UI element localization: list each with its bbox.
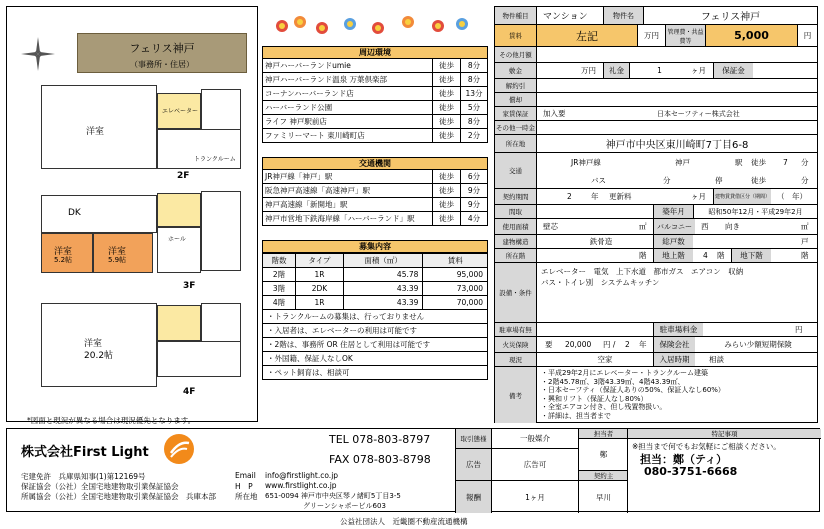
flower-decoration: [272, 14, 472, 44]
units-cell: 43.39: [343, 282, 423, 296]
surroundings-row: [262, 73, 488, 87]
key-money-value: 1: [629, 63, 689, 78]
special-line-3: 080-3751-6668: [644, 465, 738, 478]
footer: [6, 428, 820, 512]
surroundings-min: 2分: [467, 131, 481, 140]
units-cell: 43.39: [343, 296, 423, 310]
above-ground-label: 地上階: [653, 249, 693, 262]
walk-min-unit: 分: [801, 157, 809, 167]
fire-insurance-years: 2: [625, 340, 630, 349]
below-ground-unit: 階: [801, 251, 809, 260]
address-value: 神戸市中央区東川崎町7丁目6-8: [605, 140, 749, 151]
rent-unit: 万円: [637, 25, 665, 46]
transport-walk: 徒歩: [433, 198, 461, 211]
term-unit: 年: [591, 192, 599, 201]
other-once-label: その他一時金: [495, 121, 537, 134]
move-in-value: 相談: [709, 355, 724, 364]
deal-value: 一般媒介: [492, 429, 578, 449]
details-row-other-once: [495, 121, 817, 135]
contract-label: 契約主: [578, 471, 628, 481]
details-row-cancel: [495, 79, 817, 93]
term-value: 2: [567, 192, 572, 201]
units-heading: 募集内容: [262, 240, 488, 253]
units-header-cell: タイプ: [296, 254, 344, 268]
surroundings-walk: 徒歩: [433, 129, 461, 142]
remark-line: ・興和リフト（保証人なし80%）: [541, 394, 648, 403]
details-row-structure: [495, 235, 817, 249]
room-3f-hall: [157, 227, 201, 273]
email-value: info@firstlight.co.jp: [265, 471, 339, 480]
license-line-1: 宅建免許 兵庫県知事(1)第12169号: [21, 472, 146, 481]
mgmt-value: 5,000: [705, 25, 797, 46]
room-3f-stair: [201, 191, 241, 271]
flower-icon: [456, 18, 468, 30]
staff-label: 担当者: [578, 429, 628, 439]
transport-name: 神戸高速線「新開地」駅: [263, 198, 433, 211]
building-value-footer: グリーンシャポービル603: [303, 502, 386, 510]
license-line-3: 所属協会（公社）全国宅地建物取引業保証協会 兵庫本部: [21, 492, 216, 501]
fire-company-value: みらい少額短期保険: [724, 340, 792, 349]
units-note: ・トランクルームの募集は、行っておりません: [262, 310, 488, 324]
above-ground-unit: 階: [717, 251, 725, 260]
parking-fee-label: 駐車場料金: [653, 323, 703, 336]
surroundings-walk: 徒歩: [433, 59, 461, 72]
floor-label-2f: 2F: [177, 171, 190, 181]
transport-walk: 徒歩: [433, 184, 461, 197]
stop-min-unit: 分: [801, 175, 809, 185]
balcony-label: バルコニー: [653, 219, 695, 234]
details-row-rent: [495, 25, 817, 47]
floor-label: 所在階: [495, 249, 537, 262]
room-3f-western-b: [93, 233, 153, 273]
mgmt-label: 管理費・共益費等: [665, 25, 705, 46]
walk-label: 徒歩: [751, 157, 766, 167]
stop-walk-label: 徒歩: [751, 175, 766, 185]
status-label: 現況: [495, 353, 537, 366]
units-cell: 95,000: [423, 268, 488, 282]
surroundings-heading: 周辺環境: [262, 46, 488, 59]
rent-value: 左記: [537, 25, 637, 46]
renew-admin-value: （ 年）: [777, 192, 807, 201]
remarks-label: 備考: [495, 367, 537, 423]
flower-icon: [402, 16, 414, 28]
deal-label: 取引態様: [456, 429, 492, 449]
property-name: フェリス神戸: [129, 42, 195, 55]
surroundings-name: ハーバーランド公園: [263, 101, 433, 114]
type-label: 物件種目: [495, 7, 537, 24]
flower-icon: [316, 22, 328, 34]
details-row-remarks: [495, 367, 817, 423]
floor-label-3f: 3F: [183, 281, 196, 291]
units-row: [263, 268, 488, 282]
transport-min: 4分: [467, 214, 481, 223]
facilities-label: 設備・条件: [495, 263, 537, 322]
guarantee-label: 保証金: [713, 63, 753, 78]
transport-row: [262, 198, 488, 212]
fire-company-label: 保険会社: [653, 337, 695, 352]
hp-value: www.firstlight.co.jp: [265, 481, 337, 490]
remark-line: ・詳細は、担当者まで: [541, 411, 611, 420]
surroundings-walk: 徒歩: [433, 73, 461, 86]
mgmt-unit: 円: [797, 25, 817, 46]
remark-line: ・日本セーフティ（保証人ありの50%、保証人なし60%）: [541, 386, 725, 394]
area-unit: ㎡: [639, 222, 647, 231]
fax-number: FAX 078-803-8798: [329, 453, 431, 466]
traffic-label: 交通: [495, 153, 537, 188]
surroundings-min: 13分: [465, 89, 483, 98]
hp-label: H P: [235, 482, 253, 491]
above-ground-value: 4: [703, 251, 708, 260]
bus-label: バス: [591, 175, 606, 185]
room-2f-elevator-label: エレベーター: [162, 108, 199, 115]
flower-icon: [276, 20, 288, 32]
station-suffix: 駅: [735, 157, 743, 167]
units-row: [263, 296, 488, 310]
units-cell: 2階: [263, 268, 296, 282]
flower-icon: [372, 22, 384, 34]
area-label: 使用面積: [495, 219, 537, 234]
special-line-2: 担当：鄭（ティ）: [640, 453, 728, 466]
layout-label: 間取: [495, 205, 537, 218]
fire-insurance-year-unit: 年: [639, 340, 647, 349]
surroundings-list: [262, 59, 488, 143]
room-2f-trunk-label: トランクルーム: [194, 156, 236, 163]
details-row-type: [495, 7, 817, 25]
special-line-1: ※担当まで何でもお気軽にご相談ください。: [632, 442, 781, 451]
details-row-traffic: [495, 153, 817, 189]
ad-label: 広告: [456, 449, 492, 481]
room-3f-elevator: [157, 193, 201, 227]
units-cell: 2DK: [296, 282, 344, 296]
compass-icon: [21, 37, 55, 71]
surroundings-min: 8分: [467, 61, 481, 70]
parking-fee-unit: 円: [795, 325, 803, 334]
renew-label: 償却: [495, 93, 537, 106]
units-header-cell: 面積（㎡）: [343, 254, 423, 268]
rent-label: 賃料: [495, 25, 537, 46]
units-cell: 45.78: [343, 268, 423, 282]
move-in-label: 入居時期: [653, 353, 695, 366]
license-line-2: 保証協会（公社）全国宅地建物取引業保証協会: [21, 482, 179, 491]
room-2f-western-label: 洋室: [86, 127, 105, 137]
transport-list: [262, 170, 488, 226]
deposit-unit: 万円: [581, 66, 596, 75]
details-row-insurance: [495, 107, 817, 121]
station-value: 神戸: [675, 157, 690, 167]
room-3f-hall-label: ホール: [168, 236, 186, 243]
structure-label: 建物構造: [495, 235, 537, 248]
insurance-company: 日本セーフティー株式会社: [657, 109, 740, 118]
surroundings-row: [262, 129, 488, 143]
floor-unit: 階: [639, 251, 647, 260]
special-notes: [627, 429, 820, 513]
surroundings-min: 8分: [467, 117, 481, 126]
staff-value: 鄭: [578, 439, 628, 471]
room-4f-western: [41, 303, 157, 387]
transport-min: 6分: [467, 172, 481, 181]
parking-label: 駐車場有無: [495, 323, 537, 336]
name-value: フェリス神戸: [643, 7, 817, 24]
surroundings-name: 神戸ハーバーランド温泉 万葉倶楽部: [263, 73, 433, 86]
transport-row: [262, 184, 488, 198]
room-3f-western-a: [41, 233, 93, 273]
units-header-cell: 賃料: [423, 254, 488, 268]
middle-column: [262, 46, 488, 380]
room-3f-dk: [41, 195, 157, 233]
insurance-join: 加入要: [543, 109, 566, 118]
line-value: JR神戸線: [571, 157, 601, 167]
surroundings-row: [262, 59, 488, 73]
company-name: 株式会社First Light: [21, 445, 149, 460]
transport-walk: 徒歩: [433, 212, 461, 225]
details-row-facilities: [495, 263, 817, 323]
surroundings-name: コーナンハーバーランド店: [263, 87, 433, 100]
flower-icon: [344, 18, 356, 30]
renew-fee-label: 更新料: [609, 192, 632, 201]
built-label: 築年月: [653, 205, 693, 218]
total-units-unit: 戸: [801, 237, 809, 246]
name-label: 物件名: [603, 7, 643, 24]
surroundings-row: [262, 101, 488, 115]
units-cell: 1R: [296, 268, 344, 282]
balcony-unit: ㎡: [801, 222, 809, 231]
special-label: 特記事項: [628, 429, 821, 439]
transport-name: 神戸市営地下鉄海岸線「ハーバーランド」駅: [263, 212, 433, 225]
deal-grid: [455, 429, 627, 513]
built-value: 昭和50年12月・平成29年2月: [693, 205, 817, 218]
details-row-floors: [495, 249, 817, 263]
details-row-address: [495, 135, 817, 153]
transport-row: [262, 170, 488, 184]
details-row-deposit: [495, 63, 817, 79]
property-subtitle: （事務所・住居）: [130, 60, 194, 69]
units-header-cell: 階数: [263, 254, 296, 268]
term-label: 契約期間: [495, 189, 537, 204]
units-table-header: [263, 254, 488, 268]
deposit-label: 敷金: [495, 63, 537, 78]
address-label-footer: 所在地: [235, 492, 258, 501]
status-value: 空家: [597, 355, 613, 364]
area-value: 壁芯: [543, 222, 558, 231]
surroundings-walk: 徒歩: [433, 101, 461, 114]
surroundings-row: [262, 115, 488, 129]
other-monthly-label: その他月額: [495, 47, 537, 62]
room-2f-western: [41, 85, 157, 169]
surroundings-name: ファミリーマート 東川崎町店: [263, 129, 433, 142]
stop-label: 停: [715, 175, 723, 185]
details-row-parking: [495, 323, 817, 337]
company-logo-icon: [163, 433, 195, 465]
units-note: ・2階は、事務所 OR 住居として利用は可能です: [262, 338, 488, 352]
association-note: 公益社団法人 近畿圏不動産流通機構: [340, 517, 468, 526]
fire-insurance-unit: 円 /: [603, 340, 616, 349]
property-title-board: [77, 33, 247, 73]
units-note: ・ペット飼育は、相談可: [262, 366, 488, 380]
surroundings-min: 8分: [467, 75, 481, 84]
transport-walk: 徒歩: [433, 170, 461, 183]
details-row-renew: [495, 93, 817, 107]
address-value-footer: 651-0094 神戸市中央区琴ノ緒町5丁目3-5: [265, 492, 401, 500]
type-value: マンション: [543, 12, 588, 22]
fire-insurance-amount: 20,000: [565, 340, 592, 349]
room-2f-hall: [157, 129, 241, 169]
email-label: Email: [235, 471, 256, 480]
room-3f-western-a-size: 5.2帖: [54, 256, 73, 264]
contract-value: 早川: [578, 481, 628, 513]
ad-value: 広告可: [492, 449, 578, 481]
fire-insurance-label: 火災保険: [495, 337, 537, 352]
details-row-layout: [495, 205, 817, 219]
room-4f-elevator: [157, 305, 201, 341]
walk-min: 7: [783, 157, 788, 167]
fee-value: 1ヶ月: [525, 492, 545, 502]
units-row: [263, 282, 488, 296]
flower-icon: [432, 20, 444, 32]
fire-insurance-value: 要: [545, 340, 553, 349]
insurance-label: 家賃保証: [495, 107, 537, 120]
address-label: 所在地: [495, 135, 537, 152]
transport-name: JR神戸線「神戸」駅: [263, 170, 433, 183]
room-3f-western-a-label: 洋室: [54, 247, 73, 257]
remark-line: ・2階45.78㎡、3階43.39㎡、4階43.39㎡、: [541, 377, 685, 386]
transport-name: 阪急神戸高速線「高速神戸」駅: [263, 184, 433, 197]
transport-row: [262, 212, 488, 226]
units-notes: [262, 310, 488, 380]
details-row-area: [495, 219, 817, 235]
remark-line: ・平成29年2月にエレベーター・トランクルーム建築: [541, 369, 709, 377]
details-row-fire: [495, 337, 817, 353]
property-details: [494, 6, 818, 423]
room-4f-western-label: 洋室: [84, 339, 103, 349]
room-3f-western-b-label: 洋室: [108, 247, 127, 257]
renew-fee-unit: ヶ月: [691, 192, 706, 201]
units-cell: 4階: [263, 296, 296, 310]
units-cell: 3階: [263, 282, 296, 296]
transport-min: 9分: [467, 186, 481, 195]
transport-min: 9分: [467, 200, 481, 209]
transport-heading: 交通機関: [262, 157, 488, 170]
facilities-value: エレベーター 電気 上下水道 都市ガス エアコン 収納 バス・トイレ別 システムキッチン: [541, 267, 744, 287]
room-3f-western-b-size: 5.9帖: [108, 256, 127, 264]
surroundings-row: [262, 87, 488, 101]
details-row-status: [495, 353, 817, 367]
details-row-term: [495, 189, 817, 205]
total-units-label: 総戸数: [653, 235, 693, 248]
floorplan-note: *図面と現況が異なる場合は現況優先となります。: [27, 416, 196, 425]
room-4f-western-size: 20.2帖: [84, 351, 114, 361]
tel-number: TEL 078-803-8797: [329, 433, 431, 446]
details-row-other: [495, 47, 817, 63]
key-money-label: 礼金: [603, 63, 629, 78]
surroundings-walk: 徒歩: [433, 115, 461, 128]
units-table: [262, 253, 488, 310]
room-2f-elevator: [157, 93, 201, 129]
room-3f-dk-label: DK: [68, 208, 81, 218]
room-4f-hall: [157, 341, 241, 377]
units-note: ・外国籍、保証人なしOK: [262, 352, 488, 366]
units-cell: 1R: [296, 296, 344, 310]
remarks-list: [541, 367, 815, 423]
remark-line: ・全室エアコン付き、但し残置物扱い。: [541, 403, 667, 411]
below-ground-label: 地下階: [731, 249, 771, 262]
floor-label-4f: 4F: [183, 387, 196, 397]
cancel-label: 解約引: [495, 79, 537, 92]
structure-value: 鉄骨造: [589, 237, 613, 246]
floorplan-panel: [6, 6, 258, 425]
bus-min-unit: 分: [663, 175, 671, 185]
fee-label: 報酬: [456, 481, 492, 513]
balcony-direction: 西: [701, 222, 709, 231]
surroundings-walk: 徒歩: [433, 87, 461, 100]
units-cell: 70,000: [423, 296, 488, 310]
flower-icon: [294, 16, 306, 28]
surroundings-name: ライフ 神戸駅前店: [263, 115, 433, 128]
balcony-direction-suffix: 向き: [725, 222, 740, 231]
surroundings-min: 5分: [467, 103, 481, 112]
surroundings-name: 神戸ハーバーランドumie: [263, 59, 433, 72]
renew-admin-label: 建物賃貸借区分（期間）: [713, 189, 771, 204]
units-cell: 73,000: [423, 282, 488, 296]
key-money-unit: ヶ月: [691, 66, 706, 75]
units-note: ・入居者は、エレベーターの利用は可能です: [262, 324, 488, 338]
